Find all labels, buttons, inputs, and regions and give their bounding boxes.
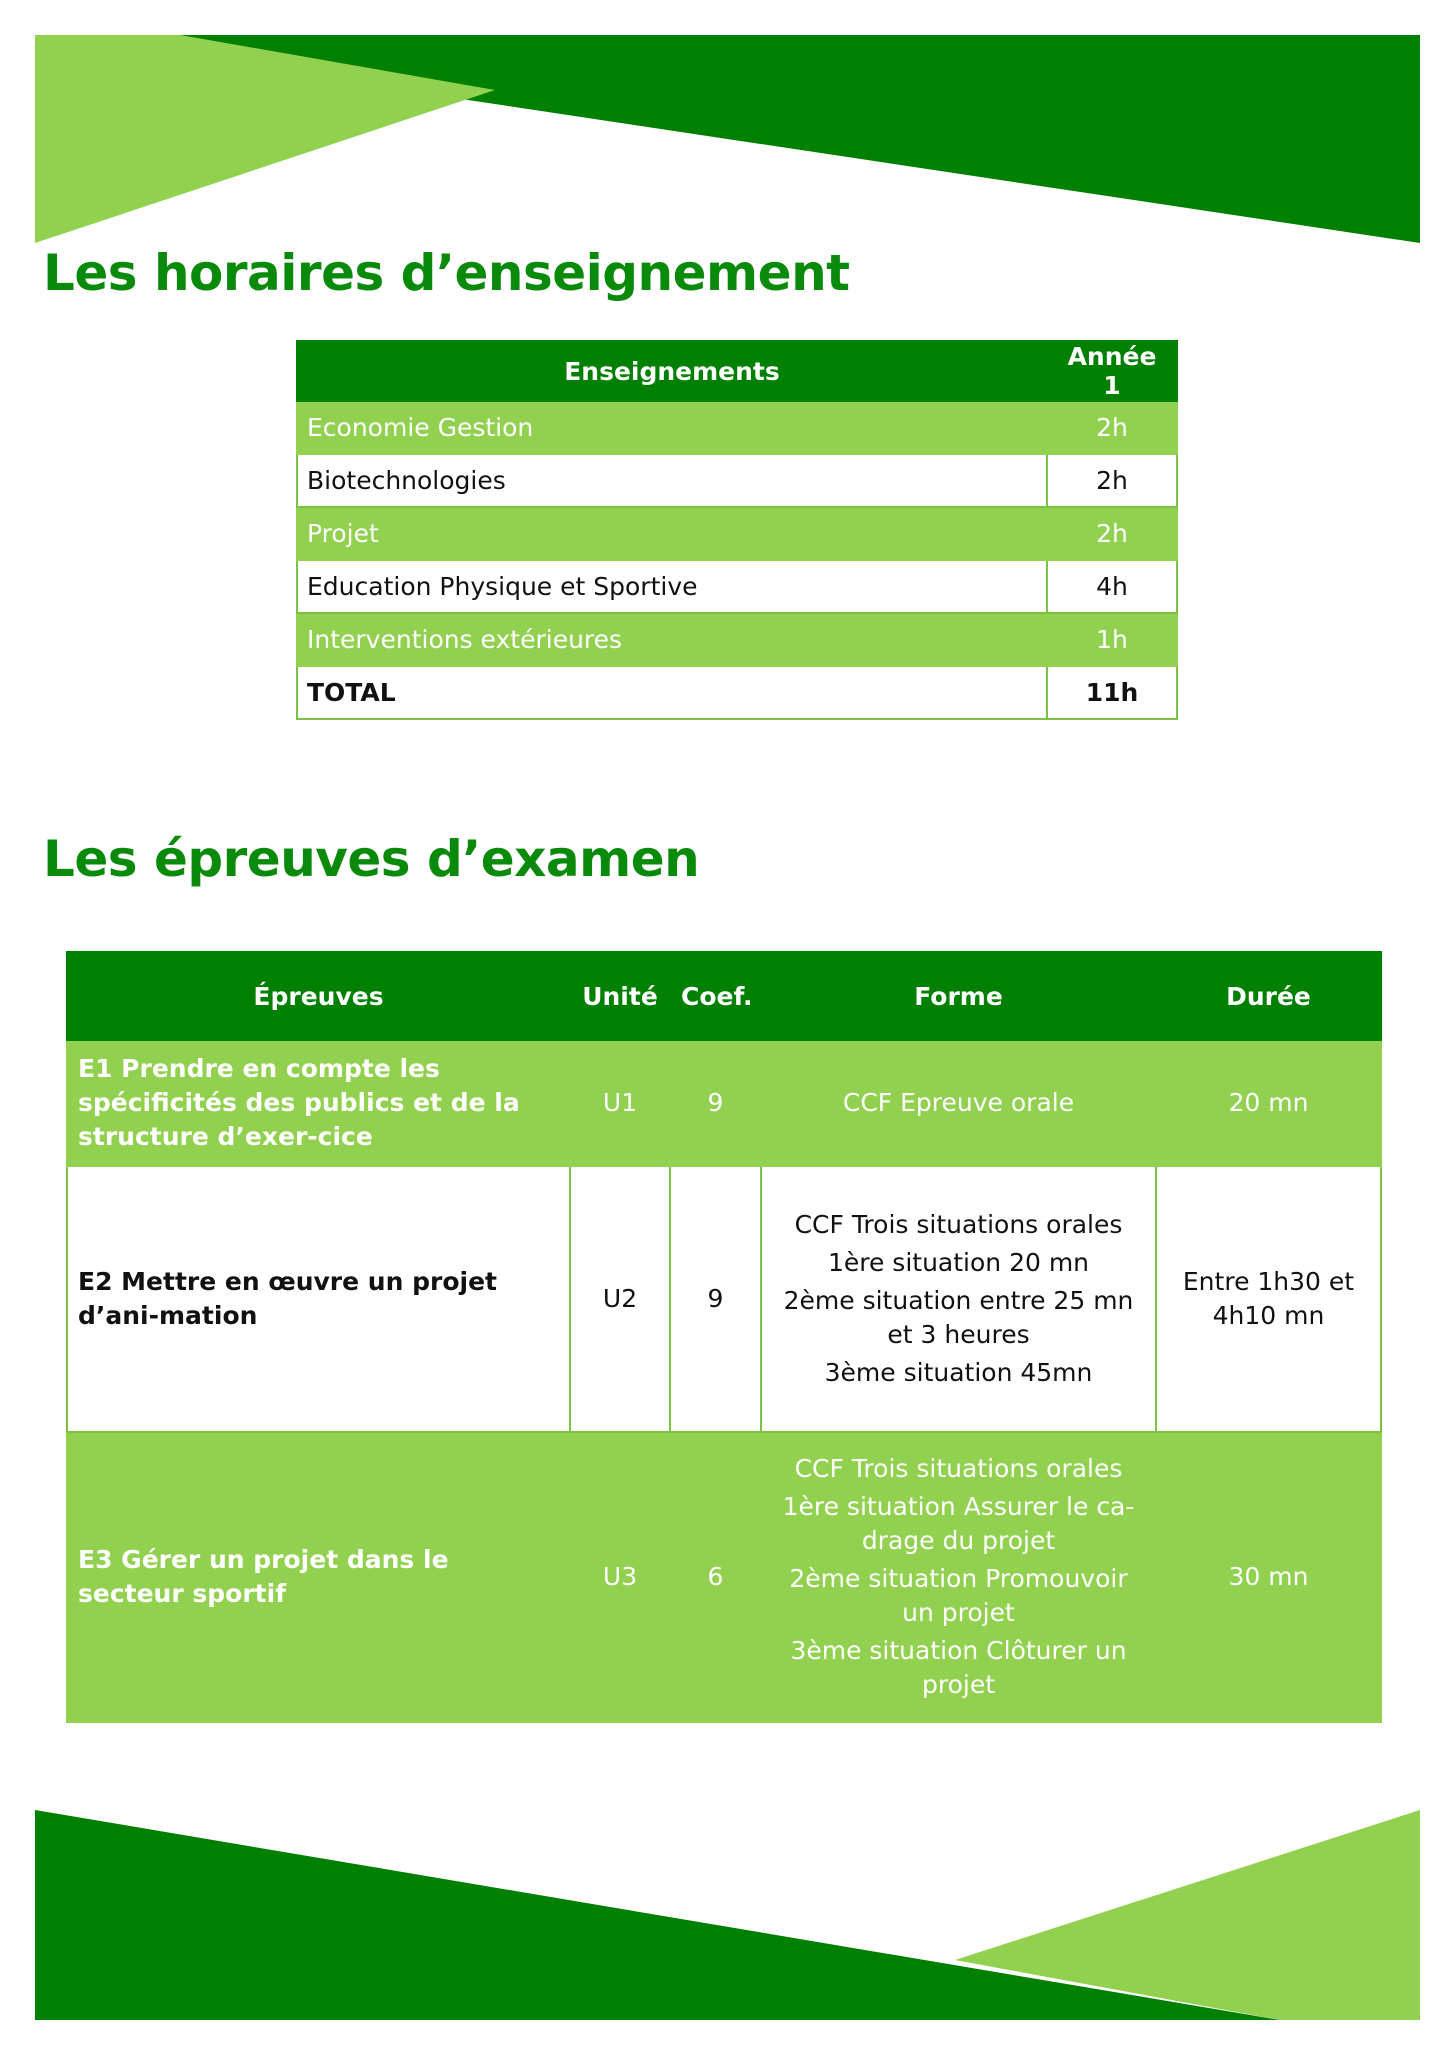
forme-cell [761,1166,1156,1432]
forme-line: CCF Trois situations orales [794,1454,1123,1483]
duree-cell: 20 mn [1156,1040,1381,1166]
unite-cell: U3 [570,1432,670,1722]
forme-cell [761,1432,1156,1722]
table-row [297,560,1177,613]
top-decorative-banner [0,0,1448,250]
forme-line: 1ère situation 20 mn [827,1248,1090,1277]
bottom-decorative-banner [0,1800,1448,2048]
table-row [297,613,1177,666]
coef-cell: 9 [670,1166,761,1432]
duree-cell: 30 mn [1156,1432,1381,1722]
unite-cell: U2 [570,1166,670,1432]
table-row [67,1040,1381,1166]
table-row [297,401,1177,454]
unite-cell: U1 [570,1040,670,1166]
header-forme: Forme [761,952,1156,1040]
hours-cell: 4h [1047,560,1177,613]
epreuve-cell: E3 Gérer un projet dans le secteur sportif [67,1432,570,1722]
header-coef: Coef. [670,952,761,1040]
exams-table [66,951,1382,1723]
hours-cell: 1h [1047,613,1177,666]
hours-cell: 2h [1047,401,1177,454]
header-duree: Durée [1156,952,1381,1040]
forme-line: 3ème situation 45mn [824,1358,1093,1387]
table-row [67,1432,1381,1722]
coef-cell: 9 [670,1040,761,1166]
header-unite: Unité [570,952,670,1040]
subject-cell: Interventions extérieures [297,613,1047,666]
exams-section-title: Les épreuves d’examen [43,830,700,888]
hours-cell: 2h [1047,454,1177,507]
forme-line: 2ème situation entre 25 mn et 3 heures [783,1286,1134,1349]
epreuve-cell: E2 Mettre en œuvre un projet d’ani-mation [67,1166,570,1432]
epreuve-cell: E1 Prendre en compte les spécificités des publics et de la structure d’exer-cice [67,1040,570,1166]
duree-cell: Entre 1h30 et 4h10 mn [1156,1166,1381,1432]
forme-cell [761,1040,1156,1166]
coef-cell: 6 [670,1432,761,1722]
subject-cell: Economie Gestion [297,401,1047,454]
table-row [297,507,1177,560]
subject-cell: Biotechnologies [297,454,1047,507]
forme-line: CCF Epreuve orale [842,1088,1075,1117]
forme-line: CCF Trois situations orales [794,1210,1123,1239]
hours-table-header [297,341,1177,401]
total-label: TOTAL [297,666,1047,719]
table-row [297,454,1177,507]
total-hours: 11h [1047,666,1177,719]
subject-cell: Education Physique et Sportive [297,560,1047,613]
hours-cell: 2h [1047,507,1177,560]
header-epreuves: Épreuves [67,952,570,1040]
hours-section-title: Les horaires d’enseignement [43,244,850,302]
forme-line: 3ème situation Clôturer un projet [790,1636,1127,1699]
exams-table-header [67,952,1381,1040]
header-annee-1: Année 1 [1047,341,1177,401]
hours-table [296,340,1178,720]
forme-line: 2ème situation Promouvoir un projet [789,1564,1128,1627]
header-enseignements: Enseignements [297,341,1047,401]
forme-line: 1ère situation Assurer le ca-drage du projet [782,1492,1135,1555]
subject-cell: Projet [297,507,1047,560]
table-row [67,1166,1381,1432]
total-row [297,666,1177,719]
